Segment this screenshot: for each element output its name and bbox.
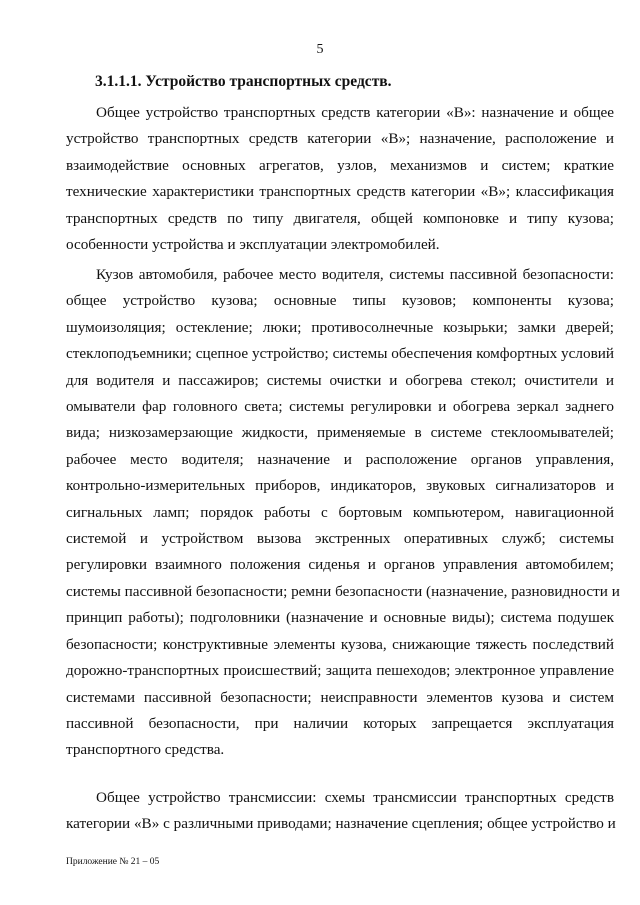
paragraph-line: безопасности; конструктивные элементы кузова, снижающие тяжесть последствий: [66, 635, 614, 653]
paragraph-2: [66, 262, 620, 764]
paragraph-line: транспортных средств по типу двигателя, общей компоновке и типу кузова;: [66, 209, 614, 227]
paragraph-line: Общее устройство трансмиссии: схемы трансмиссии транспортных средств: [96, 789, 614, 806]
page-number: 5: [316, 42, 324, 57]
paragraph-line: особенности устройства и эксплуатации электромобилей.: [66, 236, 440, 254]
paragraph-1: [66, 100, 614, 258]
paragraph-line: рабочее место водителя; назначение и расположение органов управления,: [66, 450, 614, 468]
paragraph-line: общее устройство кузова; основные типы кузовов; компоненты кузова;: [66, 292, 614, 310]
paragraph-line: дорожно-транспортных происшествий; защита пешеходов; электронное управление: [66, 662, 614, 680]
paragraph-line: Общее устройство транспортных средств категории «В»: назначение и общее: [96, 104, 614, 121]
paragraph-line: омыватели фар головного света; системы регулировки и обогрева зеркал заднего: [66, 398, 614, 416]
paragraph-line: контрольно-измерительных приборов, индикаторов, звуковых сигнализаторов и: [66, 477, 614, 495]
paragraph-line: категории «В» с различными приводами; назначение сцепления; общее устройство и: [66, 815, 616, 833]
paragraph-line: Кузов автомобиля, рабочее место водителя, системы пассивной безопасности:: [96, 266, 614, 283]
section-heading: 3.1.1.1. Устройство транспортных средств.: [95, 73, 392, 90]
paragraph-line: принцип работы); подголовники (назначение и основные виды); система подушек: [66, 609, 614, 627]
paragraph-line: взаимодействие основных агрегатов, узлов, механизмов и систем; краткие: [66, 156, 614, 174]
paragraph-line: шумоизоляция; остекление; люки; противосолнечные козырьки; замки дверей;: [66, 318, 614, 336]
paragraph-line: системой и устройством вызова экстренных оперативных служб; системы: [66, 530, 614, 548]
paragraph-line: вида; низкозамерзающие жидкости, применяемые в системе стеклоомывателей;: [66, 424, 614, 442]
paragraph-line: регулировки взаимного положения сиденья и органов управления автомобилем;: [66, 556, 614, 574]
paragraph-line: пассивной безопасности, при наличии которых запрещается эксплуатация: [66, 714, 614, 732]
paragraph-line: стеклоподъемники; сцепное устройство; системы обеспечения комфортных условий: [66, 345, 614, 363]
paragraph-line: сигнальных ламп; порядок работы с бортовым компьютером, навигационной: [66, 503, 614, 521]
paragraph-line: для водителя и пассажиров; системы очистки и обогрева стекол; очистители и: [66, 371, 614, 389]
paragraph-line: системами пассивной безопасности; неисправности элементов кузова и систем: [66, 688, 614, 706]
paragraph-line: устройство транспортных средств категории «В»; назначение, расположение и: [66, 130, 614, 148]
paragraph-line: системы пассивной безопасности; ремни безопасности (назначение, разновидности и: [66, 582, 620, 600]
paragraph-3: [66, 785, 614, 838]
page-footer: Приложение № 21 – 05: [66, 857, 160, 867]
paragraph-line: технические характеристики транспортных средств категории «В»; классификация: [66, 183, 614, 201]
paragraph-line: транспортного средства.: [66, 741, 225, 759]
